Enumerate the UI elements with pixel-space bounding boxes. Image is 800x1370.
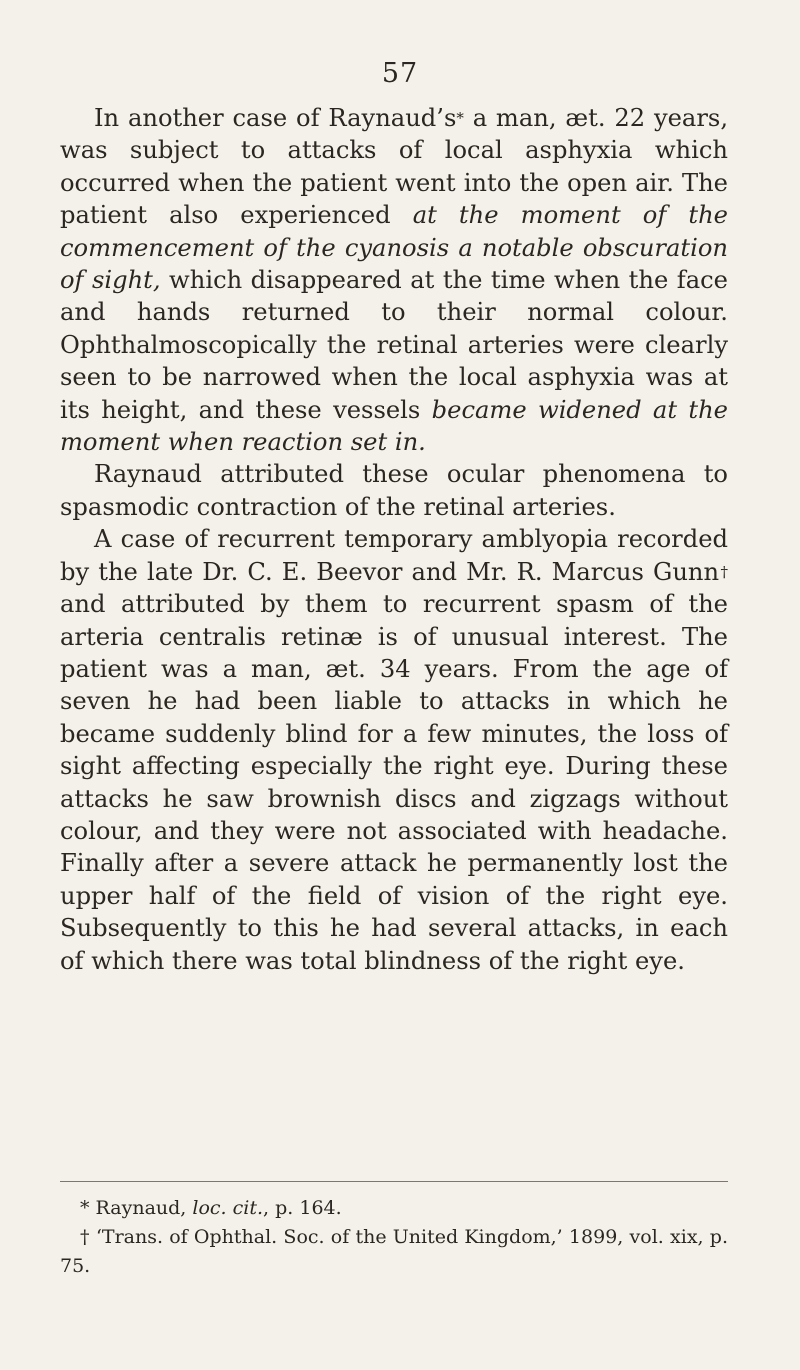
footnote-text: ‘Trans. of Ophthal. Soc. of the United Kingdom,’ 1899, vol. xix, p. 75.	[60, 1226, 728, 1277]
footnote-text: , p. 164.	[263, 1197, 342, 1219]
paragraph-text: and attributed by them to recurrent spasm of the arteria centralis retinæ is of unusual interest. The patient was a man, æt. 34 years. From the age of seven he had been liable to attacks in which he became suddenly blind for a few minutes, the loss of sight affecting especially the right eye. During these attacks he saw brownish discs and zigzags without colour, and they were not associated with headache. Finally after a severe attack he permanently lost the upper half of the field of vision of the right eye. Subsequently to this he had several attacks, in each of which there was total blindness of the right eye.	[60, 590, 728, 975]
italic-text: at the moment of the commencement of the cyanosis a notable obscuration of sight,	[60, 201, 728, 295]
footnote-text: Raynaud,	[89, 1197, 193, 1219]
footnote-reference: *	[456, 109, 464, 127]
italic-text: loc. cit.	[192, 1197, 264, 1219]
paragraph-text: a man, æt. 22 years, was subject to attacks of local asphyxia which occurred when the patient went into the open air. The patient also experienced	[60, 104, 729, 230]
paragraph-raynaud-case	[60, 102, 728, 458]
footnote-reference: †	[719, 562, 728, 581]
italic-text: became widened at the moment when reaction set in.	[60, 395, 728, 457]
paragraph-raynaud-attribution: Raynaud attributed these ocular phenomena to spasmodic contraction of the retinal arteries.	[60, 460, 728, 521]
paragraph-text: A case of recurrent temporary amblyopia recorded by the late Dr. C. E. Beevor and Mr. R. Marcus Gunn	[60, 525, 728, 586]
body-text	[60, 102, 728, 977]
footnotes	[60, 1194, 728, 1281]
footnote-trans-ophthal	[60, 1223, 728, 1281]
paragraph-amblyopia-case	[60, 523, 728, 977]
footnote-divider	[60, 1181, 728, 1182]
paragraph-text: which disappeared at the time when the face and hands returned to their normal colour. Ophthalmoscopically the retinal arteries were clearly seen to be narrowed when the local asphyxia was at its height, and these vessels	[60, 266, 728, 424]
footnote-raynaud	[60, 1194, 728, 1223]
footnote-mark: †	[80, 1226, 90, 1248]
page-number: 57	[381, 58, 419, 89]
paragraph-text: In another case of Raynaud’s	[94, 104, 457, 132]
footnote-mark: *	[80, 1197, 90, 1219]
